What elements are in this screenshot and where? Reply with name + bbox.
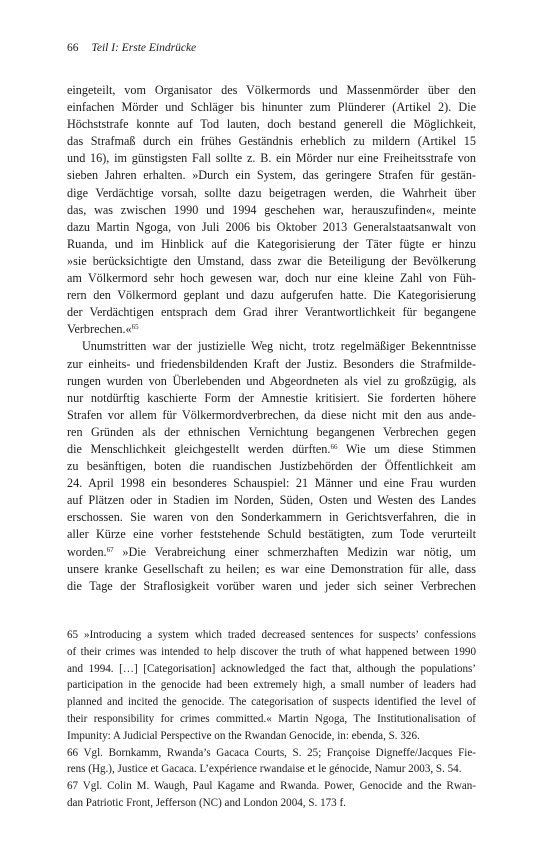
body-line: zu besänftigen, boten die ruandischen Justizbehörden der Öffentlichkeit am (67, 459, 476, 474)
body-line-text: Verbrechen.« (67, 322, 132, 337)
body-line: am Völkermord sehr hoch gewesen war, doch nur eine kleine Zahl von Füh- (67, 271, 476, 286)
footnote-line: Impunity: A Judicial Perspective on the Rwandan Genocide, in: ebenda, S. 326. (67, 729, 420, 742)
body-line: nur notdürftig kaschierte Form der Amnestie kritisiert. Sie forderten höhere (67, 390, 476, 405)
body-line: Ruanda, und im Hinblick auf die Kategorisierung der Täter fügte er hinzu (67, 236, 476, 251)
body-line (67, 441, 476, 458)
body-line: 24. April 1998 ein besonderes Schauspiel: 21 Männer und eine Frau wurden (67, 476, 476, 491)
running-header (67, 40, 487, 56)
footnote-line: dan Patriotic Front, Jefferson (NC) and London 2004, S. 173 f. (67, 796, 346, 809)
footnote-line: 67 Vgl. Colin M. Waugh, Paul Kagame and Rwanda. Power, Genocide and the Rwan- (67, 780, 476, 793)
body-line-text: worden. (67, 544, 107, 559)
body-text (67, 82, 476, 595)
body-line-text: »Die Verabreichung einer schmerzhaften Medizin war nötig, um (113, 544, 476, 559)
body-line-paragraph-start: Unumstritten war der justizielle Weg nicht, trotz regelmäßiger Bekenntnisse (82, 339, 476, 354)
body-line: Höchststrafe konnte auf Tod lauten, doch bestand generell die Möglichkeit, (67, 117, 476, 132)
footnote-line: 65 »Introducing a system which traded decreased sentences for suspects’ confessions (67, 629, 476, 641)
body-line: rungen wurden von Überlebenden und Abgeordneten als viel zu großzügig, als (67, 373, 476, 388)
footnote-line: of their crimes was intended to help discover the truth of what happened between 1990 (67, 645, 476, 658)
body-line-text: die Menschlichkeit gleichgestellt werden dürften. (67, 441, 331, 456)
footnote-ref[interactable]: 65 (131, 323, 139, 332)
body-line: auf Plätzen oder in Stadien im Norden, Süden, Osten und Westen des Landes (67, 493, 476, 508)
footnote-line: planned and incited the genocide. The categorisation of suspects identified the level of (67, 696, 476, 709)
body-line (67, 544, 476, 561)
body-line: und 16), im günstigsten Fall sollte z. B. ein Mörder nur eine Freiheitsstrafe von (67, 151, 476, 166)
body-line (67, 321, 476, 338)
body-line: dige Verdächtige vorsah, sollte dazu beigetragen werden, die Wahrheit über (67, 185, 476, 200)
body-line: die Tage der Straflosigkeit vorüber waren und jeder sich seiner Verbrechen (67, 578, 476, 593)
body-line: dazu Martin Ngoga, von Juli 2006 bis Oktober 2013 Generalstaatsanwalt von (67, 219, 476, 234)
body-line: der Verdächtigen entsprach dem Grad ihrer Verantwortlichkeit für begangene (67, 305, 476, 320)
footnotes (67, 627, 476, 812)
body-line: das Strafmaß durch ein frühes Geständnis erheblich zu mildern (Artikel 15 (67, 134, 476, 149)
body-line: sieben Jahren erhalten. »Durch ein System, das geringere Strafen für gestän- (67, 168, 476, 183)
footnote-line: and 1994. […] [Categorisation] acknowledged the fact that, although the populations’ (67, 662, 476, 675)
body-line: das, was zwischen 1990 und 1994 geschehen war, herauszufinden«, meinte (67, 202, 476, 217)
body-line: aller Kürze eine vorher feststehende Schuld bestätigten, zum Tode verurteilt (67, 527, 476, 542)
body-line-text: Wie um diese Stimmen (337, 441, 476, 456)
footnote-line: rens (Hg.), Justice et Gacaca. L’expérience rwandaise et le génocide, Namur 2003, S. 54. (67, 763, 462, 776)
body-line: zur einheits- und friedensbildenden Kraft der Justiz. Besonders die Strafmilde- (67, 356, 476, 371)
running-title: Teil I: Erste Eindrücke (91, 42, 197, 54)
page-number: 66 (67, 42, 79, 54)
body-line: erschossen. Sie waren von den Sonderkammern in Gerichtsverfahren, die in (67, 510, 476, 525)
footnote-ref[interactable]: 66 (330, 442, 338, 451)
footnote-line: their responsibility for crimes committed.« Martin Ngoga, The Institutionalisation of (67, 712, 476, 725)
footnote-ref[interactable]: 67 (106, 545, 114, 554)
body-line: eingeteilt, vom Organisator des Völkermords und Massenmörder über den (67, 83, 476, 97)
body-line: rern den Völkermord geplant und dazu aufgerufen hatte. Die Kategorisierung (67, 288, 476, 303)
body-line: einfachen Mörder und Schläger bis hinunter zum Plünderer (Artikel 2). Die (67, 100, 476, 115)
body-line: »sie berücksichtigte den Umstand, dass zwar die Beteiligung der Bevölkerung (67, 253, 476, 268)
body-line: unsere kranke Gesellschaft zu heilen; es war eine Demonstration für alle, dass (67, 561, 476, 576)
footnote-line: 66 Vgl. Bornkamm, Rwanda’s Gacaca Courts, S. 25; Françoise Digneffe/Jacques Fie- (67, 746, 476, 759)
body-line: ren Gründen als der ethnischen Vernichtung begangenen Verbrechen gegen (67, 424, 476, 439)
body-line: Strafen vor allem für Völkermordverbrechen, da diese nicht mit den aus ande- (67, 407, 476, 422)
footnote-line: participation in the genocide had been extremely high, a small number of leaders had (67, 679, 476, 692)
